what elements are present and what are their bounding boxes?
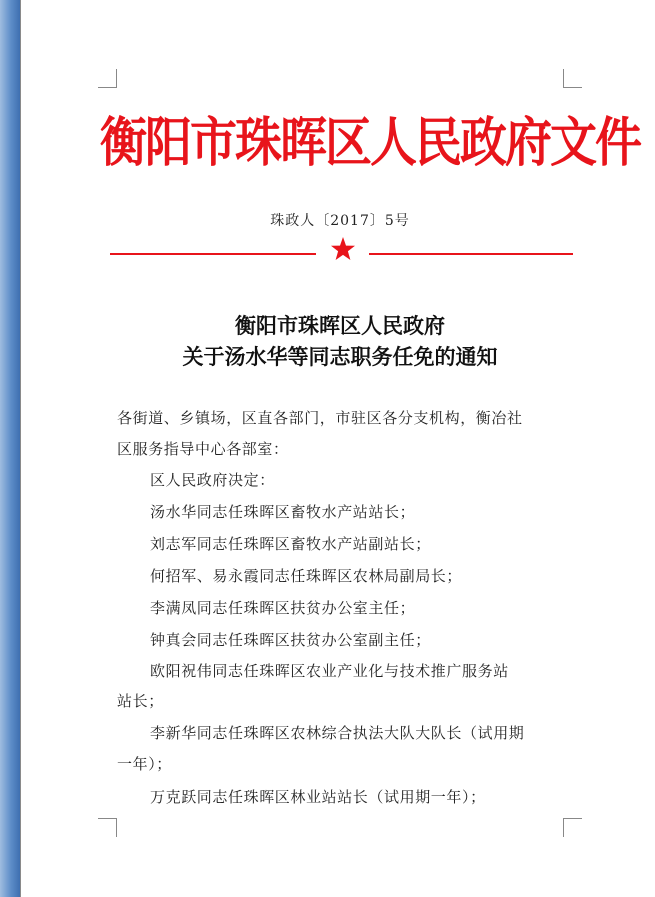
- paragraph: 李满凤同志任珠晖区扶贫办公室主任；: [150, 599, 416, 617]
- crop-mark-bottom-left: [98, 818, 117, 837]
- paragraph: 汤水华同志任珠晖区畜牧水产站站长；: [150, 503, 416, 521]
- paragraph: 何招军、易永霞同志任珠晖区农林局副局长；: [150, 567, 463, 585]
- paragraph: 万克跃同志任珠晖区林业站站长（试用期一年）；: [150, 788, 486, 806]
- paragraph: 刘志军同志任珠晖区畜牧水产站副站长；: [150, 535, 431, 553]
- notice-title-line-2: 关于汤水华等同志职务任免的通知: [182, 344, 498, 369]
- paragraph: 一年）；: [117, 755, 172, 773]
- addressee-line-2: 区服务指导中心各部室：: [117, 440, 289, 458]
- red-divider-right: [369, 253, 573, 255]
- window-left-margin: [0, 0, 20, 897]
- paragraph: 欧阳祝伟同志任珠晖区农业产业化与技术推广服务站: [150, 662, 509, 680]
- document-number: 珠政人〔2017〕5号: [270, 213, 410, 229]
- red-header-title: 衡阳市珠晖区人民政府文件: [100, 112, 640, 174]
- addressee-line-1: 各街道、乡镇场，区直各部门，市驻区各分支机构，衡冶社: [117, 409, 523, 427]
- paragraph: 区人民政府决定：: [150, 471, 275, 489]
- red-divider-left: [110, 253, 316, 255]
- paragraph: 站长；: [117, 692, 164, 710]
- paragraph: 李新华同志任珠晖区农林综合执法大队大队长（试用期: [150, 724, 525, 742]
- crop-mark-top-right: [563, 69, 582, 88]
- crop-mark-bottom-right: [563, 818, 582, 837]
- star-icon: [330, 236, 356, 262]
- crop-mark-top-left: [98, 69, 117, 88]
- notice-title-line-1: 衡阳市珠晖区人民政府: [235, 313, 445, 338]
- paragraph: 钟真会同志任珠晖区扶贫办公室副主任；: [150, 631, 431, 649]
